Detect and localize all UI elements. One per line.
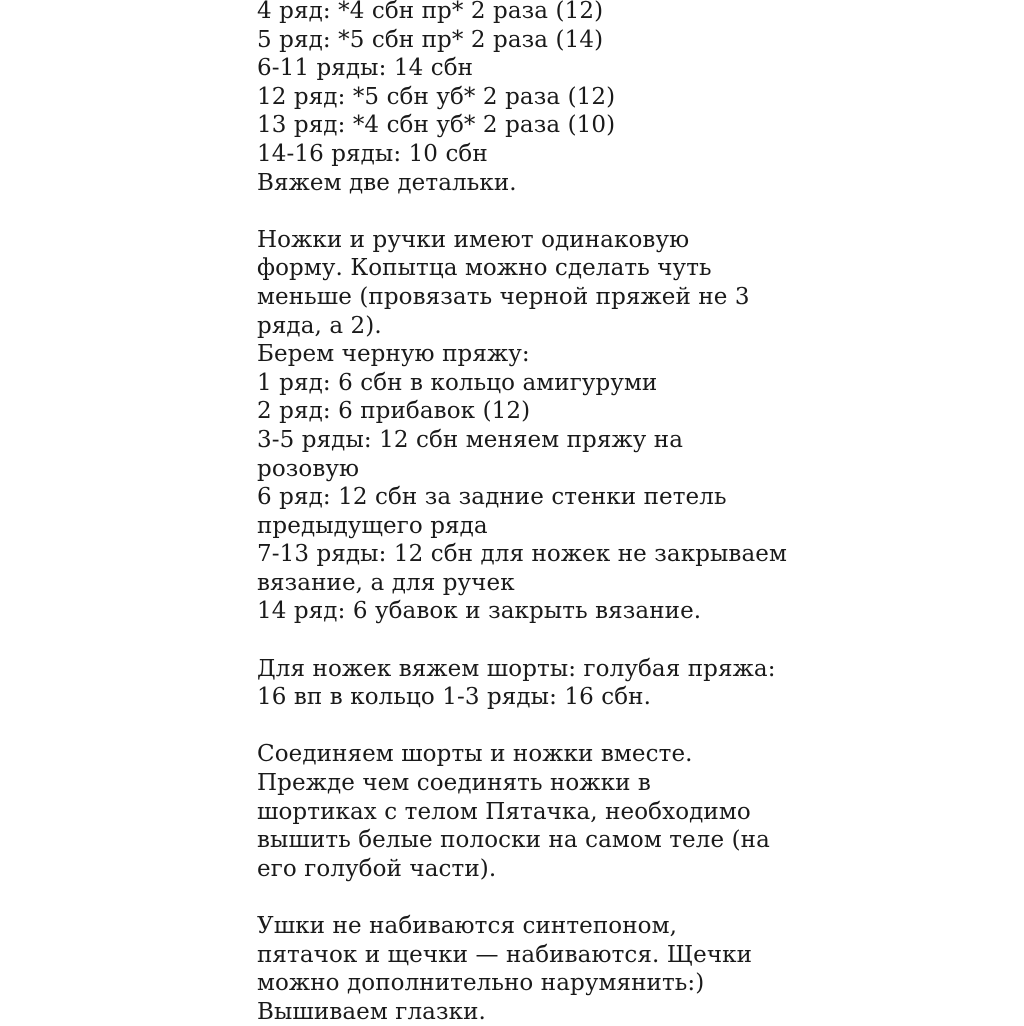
text-line: вязание, а для ручек bbox=[257, 569, 515, 596]
text-line: 12 ряд: *5 сбн уб* 2 раза (12) bbox=[257, 83, 616, 110]
text-line: Вышиваем глазки. bbox=[257, 998, 486, 1025]
text-line: 2 ряд: 6 прибавок (12) bbox=[257, 398, 531, 425]
paragraph-gap bbox=[257, 197, 817, 226]
text-line: Вяжем две детальки. bbox=[257, 169, 517, 196]
text-line: 7-13 ряды: 12 сбн для ножек не закрываем bbox=[257, 541, 787, 568]
text-line: пятачок и щечки — набиваются. Щечки bbox=[257, 941, 753, 968]
text-line: Ушки не набиваются синтепоном, bbox=[257, 913, 678, 939]
paragraph bbox=[257, 0, 817, 197]
text-line: 3-5 ряды: 12 сбн меняем пряжу на bbox=[257, 426, 684, 453]
paragraph bbox=[257, 912, 817, 1026]
text-line: 6 ряд: 12 сбн за задние стенки петель bbox=[257, 484, 727, 511]
text-line: 13 ряд: *4 сбн уб* 2 раза (10) bbox=[257, 112, 616, 139]
text-line: розовую bbox=[257, 455, 360, 482]
text-line: можно дополнительно нарумянить:) bbox=[257, 970, 705, 997]
paragraph bbox=[257, 655, 817, 712]
text-line: 1 ряд: 6 сбн в кольцо амигуруми bbox=[257, 369, 658, 396]
paragraph bbox=[257, 226, 817, 626]
text-line: 14 ряд: 6 убавок и закрыть вязание. bbox=[257, 598, 702, 625]
text-line: меньше (провязать черной пряжей не 3 bbox=[257, 283, 750, 310]
text-line: предыдущего ряда bbox=[257, 512, 488, 539]
text-line: Соединяем шорты и ножки вместе. bbox=[257, 741, 693, 768]
paragraph-gap bbox=[257, 883, 817, 912]
document-text bbox=[257, 0, 817, 1026]
text-line: шортиках с телом Пятачка, необходимо bbox=[257, 798, 751, 825]
text-line: 14-16 ряды: 10 сбн bbox=[257, 140, 488, 167]
text-line: вышить белые полоски на самом теле (на bbox=[257, 827, 770, 854]
paragraph-gap bbox=[257, 712, 817, 741]
paragraph-gap bbox=[257, 626, 817, 655]
text-line: 5 ряд: *5 сбн пр* 2 раза (14) bbox=[257, 26, 604, 53]
text-line: Ножки и ручки имеют одинаковую bbox=[257, 226, 690, 253]
text-line: 6-11 ряды: 14 сбн bbox=[257, 55, 474, 82]
text-line: его голубой части). bbox=[257, 855, 497, 882]
text-line: ряда, а 2). bbox=[257, 312, 382, 339]
text-line: форму. Копытца можно сделать чуть bbox=[257, 255, 712, 282]
text-line: 4 ряд: *4 сбн пр* 2 раза (12) bbox=[257, 0, 604, 24]
text-line: Берем черную пряжу: bbox=[257, 341, 530, 368]
text-line: 16 вп в кольцо 1-3 ряды: 16 сбн. bbox=[257, 684, 651, 711]
paragraph bbox=[257, 740, 817, 883]
text-line: Для ножек вяжем шорты: голубая пряжа: bbox=[257, 655, 776, 682]
text-line: Прежде чем соединять ножки в bbox=[257, 770, 651, 797]
